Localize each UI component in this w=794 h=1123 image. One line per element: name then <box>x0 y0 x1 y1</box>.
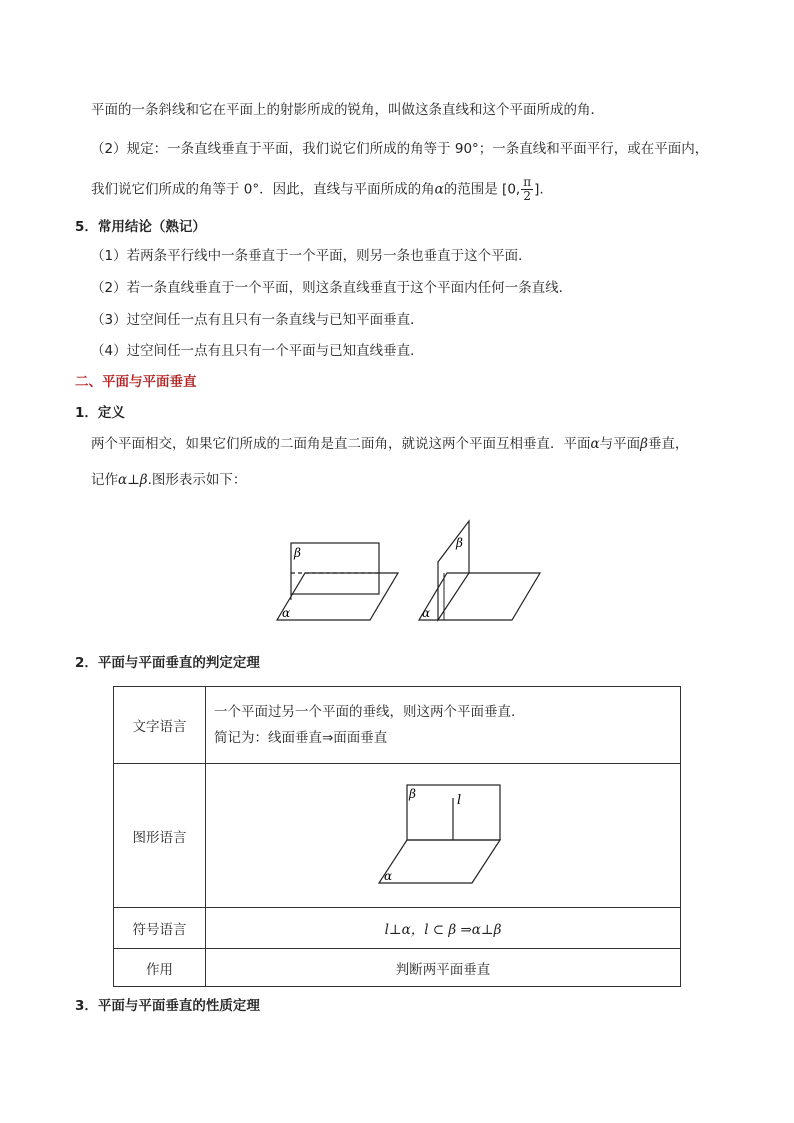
l-label: l <box>457 793 462 808</box>
row-value-symbol-language: l⊥α，l ⊂ β ⇒α⊥β <box>206 908 681 949</box>
heading-common-conclusions: 5．常用结论（熟记） <box>75 219 206 235</box>
beta-label: β <box>294 546 301 560</box>
table-row <box>114 687 681 764</box>
figure-perpendicular-planes-2 <box>416 518 546 624</box>
row-label-text-language: 文字语言 <box>114 687 206 764</box>
beta-label: β <box>456 536 463 550</box>
table-row <box>114 908 681 949</box>
row-value-usage: 判断两平面垂直 <box>206 949 681 987</box>
row-label-usage: 作用 <box>114 949 206 987</box>
row-label-symbol-language: 符号语言 <box>114 908 206 949</box>
figure-determination <box>376 784 508 886</box>
definition-text: 两个平面相交，如果它们所成的二面角是直二面角，就说这两个平面互相垂直．平面α与平面β垂直， <box>91 436 689 452</box>
line3-text-c: ]. <box>534 181 544 198</box>
line3-text-b: 的范围是 [0, <box>443 181 521 198</box>
paragraph-line-3 <box>91 176 544 203</box>
alpha-label: α <box>422 606 431 620</box>
conclusion-3: （3）过空间任一点有且只有一条直线与已知平面垂直． <box>91 312 424 328</box>
heading-determination-theorem: 2．平面与平面垂直的判定定理 <box>75 655 260 671</box>
alpha-symbol: α <box>434 181 444 198</box>
heading-property-theorem: 3．平面与平面垂直的性质定理 <box>75 998 260 1014</box>
conclusion-4: （4）过空间任一点有且只有一个平面与已知直线垂直． <box>91 343 424 359</box>
plane-alpha-shape <box>277 573 398 620</box>
plane-beta-shape <box>438 521 469 620</box>
row-label-graphic-language: 图形语言 <box>114 764 206 908</box>
plane-beta-shape <box>291 543 379 594</box>
beta-label: β <box>409 787 416 801</box>
conclusion-2: （2）若一条直线垂直于一个平面，则这条直线垂直于这个平面内任何一条直线． <box>91 280 573 296</box>
table-row <box>114 949 681 987</box>
line3-text-a: 我们说它们所成的角等于 0°．因此，直线与平面所成的角 <box>91 181 435 198</box>
figure-perpendicular-planes-1 <box>274 540 404 624</box>
pi-over-2-fraction: $\frac{\pi}{2}$ <box>523 175 532 203</box>
table-row <box>114 764 681 908</box>
plane-alpha-shape <box>379 840 500 883</box>
row-value-graphic-language <box>206 764 681 908</box>
heading-definition: 1．定义 <box>75 405 125 421</box>
alpha-label: α <box>384 869 393 883</box>
paragraph-line-1: 平面的一条斜线和它在平面上的射影所成的锐角，叫做这条直线和这个平面所成的角． <box>91 102 604 118</box>
row-value-text-language: 一个平面过另一个平面的垂线，则这两个平面垂直. 简记为：线面垂直⇒面面垂直 <box>206 687 681 764</box>
alpha-label: α <box>282 606 291 620</box>
section-heading-plane-perpendicular: 二、平面与平面垂直 <box>75 374 197 390</box>
notation-text: 记作α⊥β.图形表示如下： <box>91 472 247 488</box>
paragraph-line-2: （2）规定：一条直线垂直于平面，我们说它们所成的角等于 90°；一条直线和平面平行，或在平面内， <box>91 141 709 157</box>
theorem-table <box>113 686 681 987</box>
conclusion-1: （1）若两条平行线中一条垂直于一个平面，则另一条也垂直于这个平面． <box>91 248 532 264</box>
plane-alpha-shape <box>419 573 540 620</box>
